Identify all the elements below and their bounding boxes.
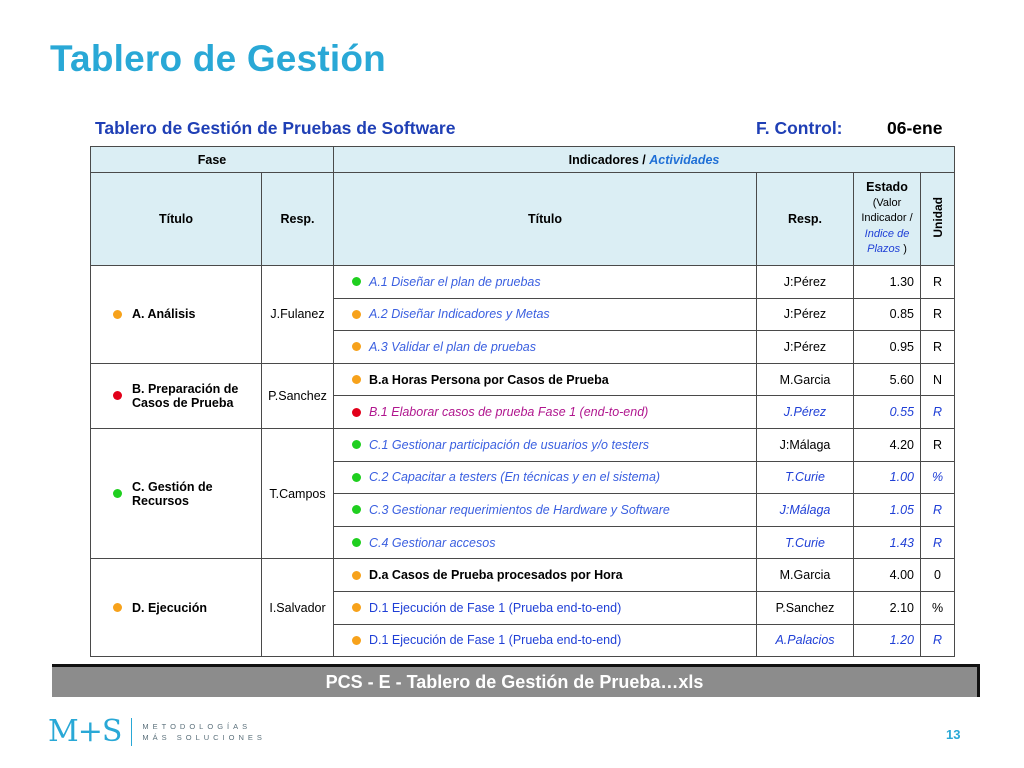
activity-cell[interactable] — [334, 591, 757, 624]
activity-cell[interactable] — [334, 526, 757, 559]
activity-resp: J:Málaga — [757, 428, 854, 461]
phase-resp-header: Resp. — [262, 173, 334, 266]
unidad-header — [921, 173, 955, 266]
slide-title: Tablero de Gestión — [50, 38, 386, 79]
logo-text — [142, 721, 266, 743]
status-dot-icon — [352, 440, 361, 449]
activity-value: 4.20 — [854, 428, 921, 461]
activity-unit: R — [921, 396, 955, 429]
phase-title-header: Título — [91, 173, 262, 266]
activity-cell[interactable] — [334, 396, 757, 429]
activity-title: C.1 Gestionar participación de usuarios y/o testers — [369, 437, 649, 452]
activity-value: 4.00 — [854, 559, 921, 592]
phase-resp: P.Sanchez — [262, 363, 334, 428]
activity-cell[interactable] — [334, 363, 757, 396]
phase-name: D. Ejecución — [132, 600, 208, 615]
estado-valor-label: (Valor Indicador / — [861, 196, 913, 225]
activity-title: C.2 Capacitar a testers (En técnicas y en el sistema) — [369, 470, 661, 485]
activity-value: 5.60 — [854, 363, 921, 396]
activity-title: C.4 Gestionar accesos — [369, 535, 496, 550]
activity-unit: % — [921, 591, 955, 624]
estado-indice-wrap — [858, 227, 916, 258]
activity-value: 0.55 — [854, 396, 921, 429]
dashboard-table — [90, 146, 955, 657]
activity-title: C.3 Gestionar requerimientos de Hardware y Software — [369, 502, 670, 517]
activity-title: A.1 Diseñar el plan de pruebas — [369, 274, 541, 289]
phase-resp: T.Campos — [262, 428, 334, 558]
sheet-header — [90, 112, 954, 146]
file-name-bar[interactable]: PCS - E - Tablero de Gestión de Prueba…xls — [52, 664, 980, 697]
control-date-value: 06-ene — [887, 118, 943, 138]
activity-unit: R — [921, 428, 955, 461]
sheet-title: Tablero de Gestión de Pruebas de Software — [95, 118, 456, 138]
activity-cell[interactable] — [334, 331, 757, 364]
activity-title: A.2 Diseñar Indicadores y Metas — [369, 307, 550, 322]
activity-unit: R — [921, 526, 955, 559]
phase-resp: I.Salvador — [262, 559, 334, 657]
status-dot-icon — [352, 636, 361, 645]
column-header-row — [91, 173, 955, 266]
status-dot-icon — [352, 277, 361, 286]
activity-value: 0.95 — [854, 331, 921, 364]
status-dot-icon — [352, 408, 361, 417]
status-dot-icon — [113, 603, 122, 612]
status-dot-icon — [352, 310, 361, 319]
activity-cell[interactable] — [334, 266, 757, 299]
activity-unit: R — [921, 266, 955, 299]
logo-mark: M+S — [48, 714, 122, 749]
activity-unit: R — [921, 298, 955, 331]
estado-indice-label: Indice de Plazos — [864, 227, 910, 256]
activity-resp: J:Málaga — [757, 494, 854, 527]
activity-unit: 0 — [921, 559, 955, 592]
page-number: 13 — [946, 727, 961, 742]
activity-resp: T.Curie — [757, 526, 854, 559]
phase-name: B. Preparación de Casos de Prueba — [132, 381, 239, 410]
status-dot-icon — [113, 489, 122, 498]
activity-value: 1.43 — [854, 526, 921, 559]
spreadsheet-panel — [90, 112, 954, 657]
activity-value: 2.10 — [854, 591, 921, 624]
activity-resp: M.Garcia — [757, 559, 854, 592]
activity-resp: J.Pérez — [757, 396, 854, 429]
activity-value: 1.00 — [854, 461, 921, 494]
table-row — [91, 363, 955, 396]
activity-resp: M.Garcia — [757, 363, 854, 396]
activity-unit: % — [921, 461, 955, 494]
indicadores-header — [334, 147, 955, 173]
status-dot-icon — [352, 538, 361, 547]
phase-resp: J.Fulanez — [262, 266, 334, 364]
activity-cell[interactable] — [334, 494, 757, 527]
status-dot-icon — [352, 473, 361, 482]
phase-name: C. Gestión de Recursos — [132, 479, 213, 508]
activity-unit: N — [921, 363, 955, 396]
phase-d-cell — [91, 559, 262, 657]
activity-unit: R — [921, 331, 955, 364]
activity-resp: A.Palacios — [757, 624, 854, 657]
activity-cell[interactable] — [334, 428, 757, 461]
activity-resp: J:Pérez — [757, 298, 854, 331]
activity-title: A.3 Validar el plan de pruebas — [369, 339, 537, 354]
activity-title: D.a Casos de Prueba procesados por Hora — [369, 568, 623, 583]
activity-title: B.1 Elaborar casos de prueba Fase 1 (end-to-end) — [369, 405, 649, 420]
phase-a-cell — [91, 266, 262, 364]
logo-line-2: MÁS SOLUCIONES — [142, 732, 266, 742]
estado-label: Estado — [866, 180, 908, 195]
activity-value: 1.30 — [854, 266, 921, 299]
activity-cell[interactable] — [334, 559, 757, 592]
activity-title: B.a Horas Persona por Casos de Prueba — [369, 372, 609, 387]
phase-name: A. Análisis — [132, 307, 196, 322]
phase-b-cell — [91, 363, 262, 428]
activity-resp-header: Resp. — [757, 173, 854, 266]
actividades-label: Actividades — [649, 152, 720, 167]
activity-resp: J:Pérez — [757, 266, 854, 299]
logo-line-1: METODOLOGÍAS — [142, 721, 252, 731]
status-dot-icon — [352, 505, 361, 514]
estado-close: ) — [903, 243, 907, 256]
status-dot-icon — [352, 571, 361, 580]
activity-unit: R — [921, 494, 955, 527]
activity-resp: P.Sanchez — [757, 591, 854, 624]
estado-header — [854, 173, 921, 266]
activity-value: 1.20 — [854, 624, 921, 657]
activity-cell[interactable] — [334, 461, 757, 494]
status-dot-icon — [113, 310, 122, 319]
activity-cell[interactable] — [334, 298, 757, 331]
activity-value: 0.85 — [854, 298, 921, 331]
activity-title-header: Título — [334, 173, 757, 266]
phase-c-cell — [91, 428, 262, 558]
table-row — [91, 559, 955, 592]
activity-unit: R — [921, 624, 955, 657]
unidad-label: Unidad — [930, 197, 945, 238]
status-dot-icon — [352, 375, 361, 384]
activity-title: D.1 Ejecución de Fase 1 (Prueba end-to-end) — [369, 633, 622, 648]
activity-resp: J:Pérez — [757, 331, 854, 364]
status-dot-icon — [113, 391, 122, 400]
logo-divider — [131, 718, 132, 746]
table-row — [91, 266, 955, 299]
activity-resp: T.Curie — [757, 461, 854, 494]
status-dot-icon — [352, 603, 361, 612]
indicadores-label: Indicadores / — [568, 152, 646, 167]
fase-header: Fase — [91, 147, 334, 173]
activity-value: 1.05 — [854, 494, 921, 527]
activity-cell[interactable] — [334, 624, 757, 657]
activity-title: D.1 Ejecución de Fase 1 (Prueba end-to-end) — [369, 600, 622, 615]
group-header-row — [91, 147, 955, 173]
control-date-label: F. Control: — [756, 118, 843, 138]
table-row — [91, 428, 955, 461]
status-dot-icon — [352, 342, 361, 351]
company-logo — [48, 714, 266, 749]
